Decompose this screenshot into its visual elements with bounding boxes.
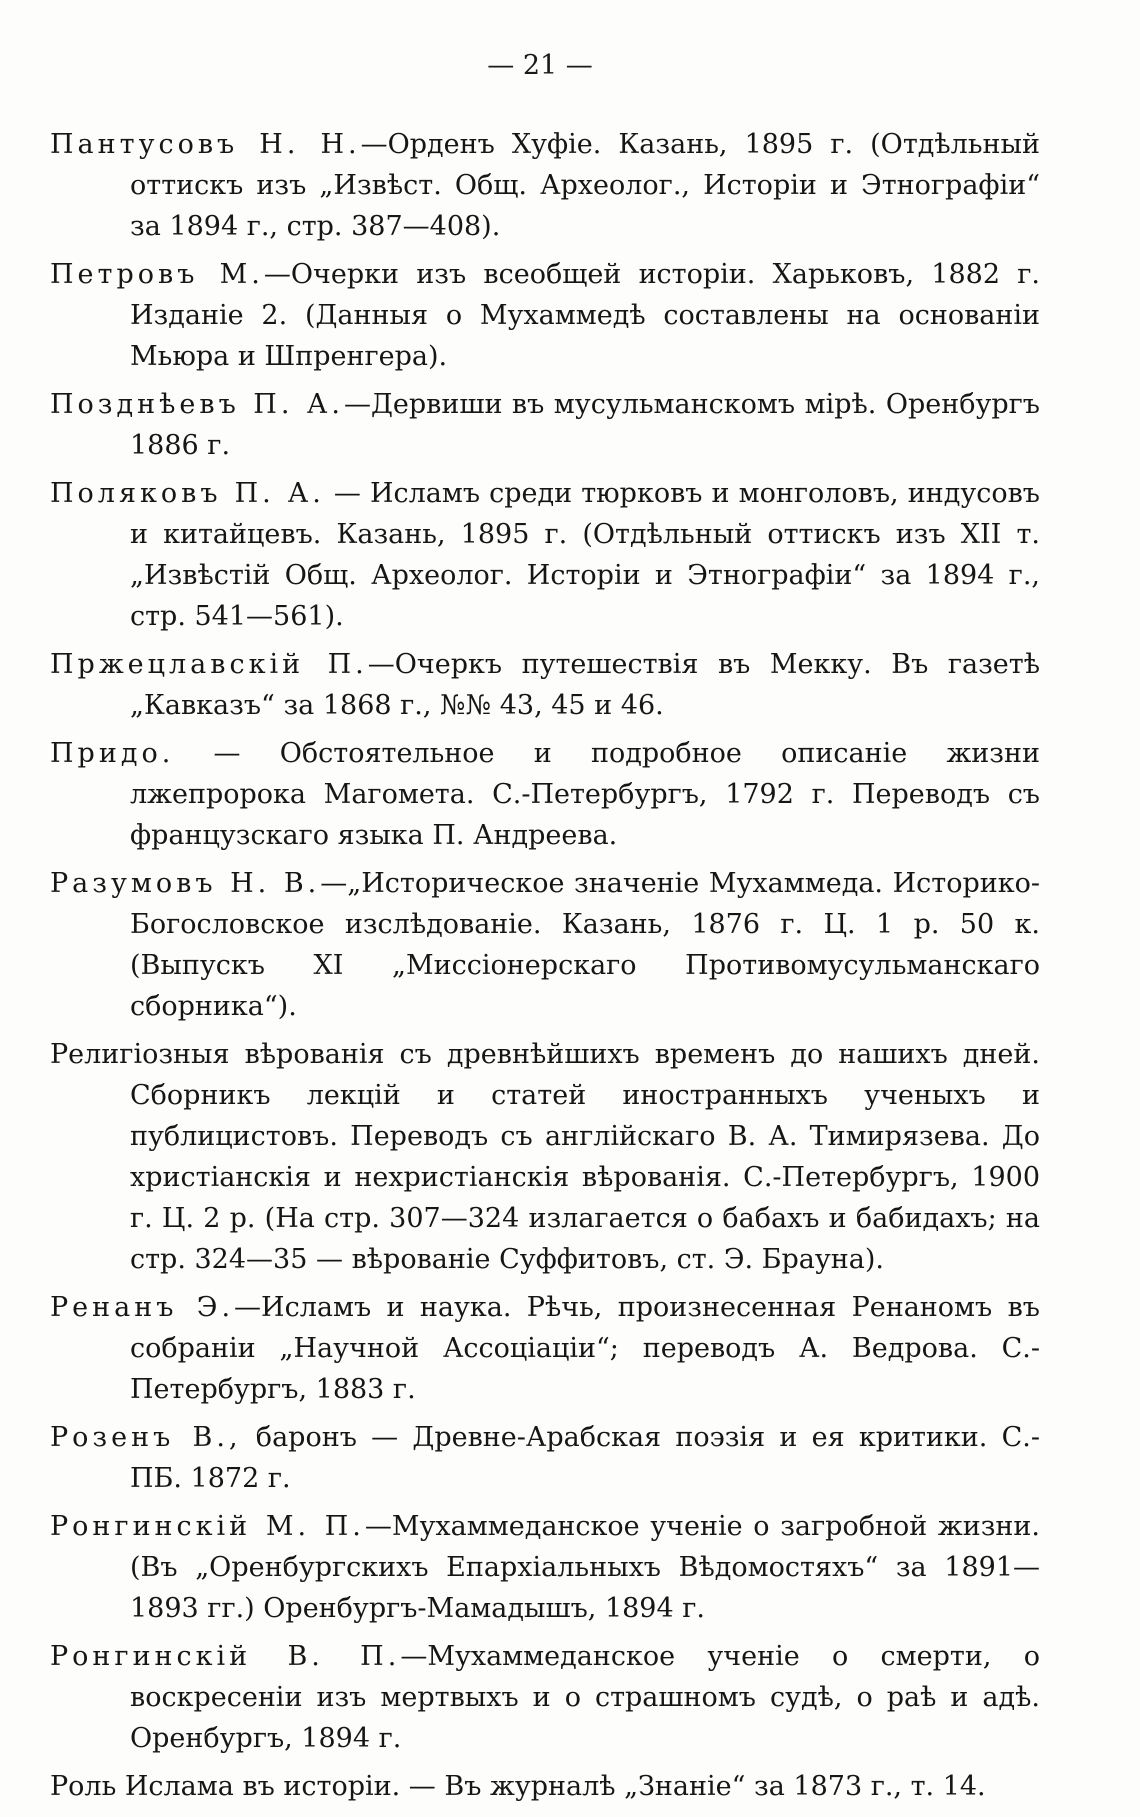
bibliography-entry	[50, 1417, 1040, 1499]
bibliography-list	[50, 124, 1040, 1814]
bibliography-entry	[50, 1766, 1040, 1807]
bibliography-entry	[50, 863, 1040, 1027]
bibliography-entry	[50, 1506, 1040, 1629]
bibliography-entry	[50, 644, 1040, 726]
entry-text: Религіозныя вѣрованія съ древнѣйшихъ временъ до нашихъ дней. Сборникъ лекцій и статей иностранныхъ ученыхъ и публицистовъ. Переводъ съ англійскаго В. А. Тимирязева. До христіанскія и нехристіанскія вѣрованія. С.-Петербургъ, 1900 г. Ц. 2 р. (На стр. 307—324 излагается о бабахъ и бабидахъ; на стр. 324—35 — вѣрованіе Суффитовъ, ст. Э. Брауна).	[50, 1039, 1040, 1275]
entry-author: Петровъ М.	[50, 259, 264, 290]
entry-text: —Очеркъ путешествія въ Мекку. Въ газетѣ „Кавказъ“ за 1868 г., №№ 43, 45 и 46.	[130, 649, 1040, 721]
page-number: — 21 —	[487, 50, 593, 81]
entry-author: Пржецлавскій П.	[50, 649, 368, 680]
entry-author: Пантусовъ Н. Н.	[50, 129, 361, 160]
bibliography-entry	[50, 733, 1040, 856]
bibliography-entry	[50, 384, 1040, 466]
entry-author: Ронгинскій В. П.	[50, 1641, 401, 1672]
entry-author: Ренанъ Э.	[50, 1292, 235, 1323]
entry-text: —Мухаммеданское ученіе о загробной жизни. (Въ „Оренбургскихъ Епархіальныхъ Вѣдомостяхъ“ за 1891—1893 гг.) Оренбургъ-Мамадышъ, 1894 г.	[130, 1511, 1040, 1624]
entry-text: баронъ — Древне-Арабская поэзія и ея критики. С.-ПБ. 1872 г.	[130, 1422, 1040, 1494]
entry-text: —Орденъ Хуфіе. Казань, 1895 г. (Отдѣльный оттискъ изъ „Извѣст. Общ. Археолог., Исторіи и Этнографіи“ за 1894 г., стр. 387—408).	[130, 129, 1040, 242]
entry-text: —Дервиши въ мусульманскомъ мірѣ. Оренбургъ 1886 г.	[130, 389, 1040, 461]
entry-author: Ронгинскій М. П.	[50, 1511, 365, 1542]
entry-text: — Обстоятельное и подробное описаніе жизни лжепророка Магомета. С.-Петербургъ, 1792 г. Переводъ съ французскаго языка П. Андреева.	[130, 738, 1040, 851]
entry-author: Позднѣевъ П. А.	[50, 389, 344, 420]
entry-text: —Мухаммеданское ученіе о смерти, о воскресеніи изъ мертвыхъ и о страшномъ судѣ, о раѣ и адѣ. Оренбургъ, 1894 г.	[130, 1641, 1040, 1754]
entry-author: Поляковъ П. А.	[50, 478, 325, 509]
bibliography-entry	[50, 1287, 1040, 1410]
bibliography-entry	[50, 473, 1040, 637]
entry-author: Розенъ В.,	[50, 1422, 242, 1453]
entry-author: Разумовъ Н. В.	[50, 868, 321, 899]
entry-text: —Очерки изъ всеобщей исторіи. Харьковъ, 1882 г. Изданіе 2. (Данныя о Мухаммедѣ составлены на основаніи Мьюра и Шпренгера).	[130, 259, 1040, 372]
bibliography-entry	[50, 124, 1040, 247]
entry-text: — Исламъ среди тюрковъ и монголовъ, индусовъ и китайцевъ. Казань, 1895 г. (Отдѣльный оттискъ изъ XII т. „Извѣстій Общ. Археолог. Исторіи и Этнографіи“ за 1894 г., стр. 541—561).	[130, 478, 1040, 632]
bibliography-entry	[50, 1034, 1040, 1280]
entry-text: Роль Ислама въ исторіи. — Въ журналѣ „Знаніе“ за 1873 г., т. 14.	[50, 1771, 986, 1802]
bibliography-entry	[50, 1636, 1040, 1759]
entry-author: Придо.	[50, 738, 175, 769]
bibliography-entry	[50, 254, 1040, 377]
entry-text: —Исламъ и наука. Рѣчь, произнесенная Ренаномъ въ собраніи „Научной Ассоціаціи“; переводъ А. Ведрова. С.-Петербургъ, 1883 г.	[130, 1292, 1040, 1405]
entry-text: —„Историческое значеніе Мухаммеда. Историко-Богословское изслѣдованіе. Казань, 1876 г. Ц. 1 р. 50 к. (Выпускъ XI „Миссіонерскаго Противомусульманскаго сборника“).	[130, 868, 1040, 1022]
